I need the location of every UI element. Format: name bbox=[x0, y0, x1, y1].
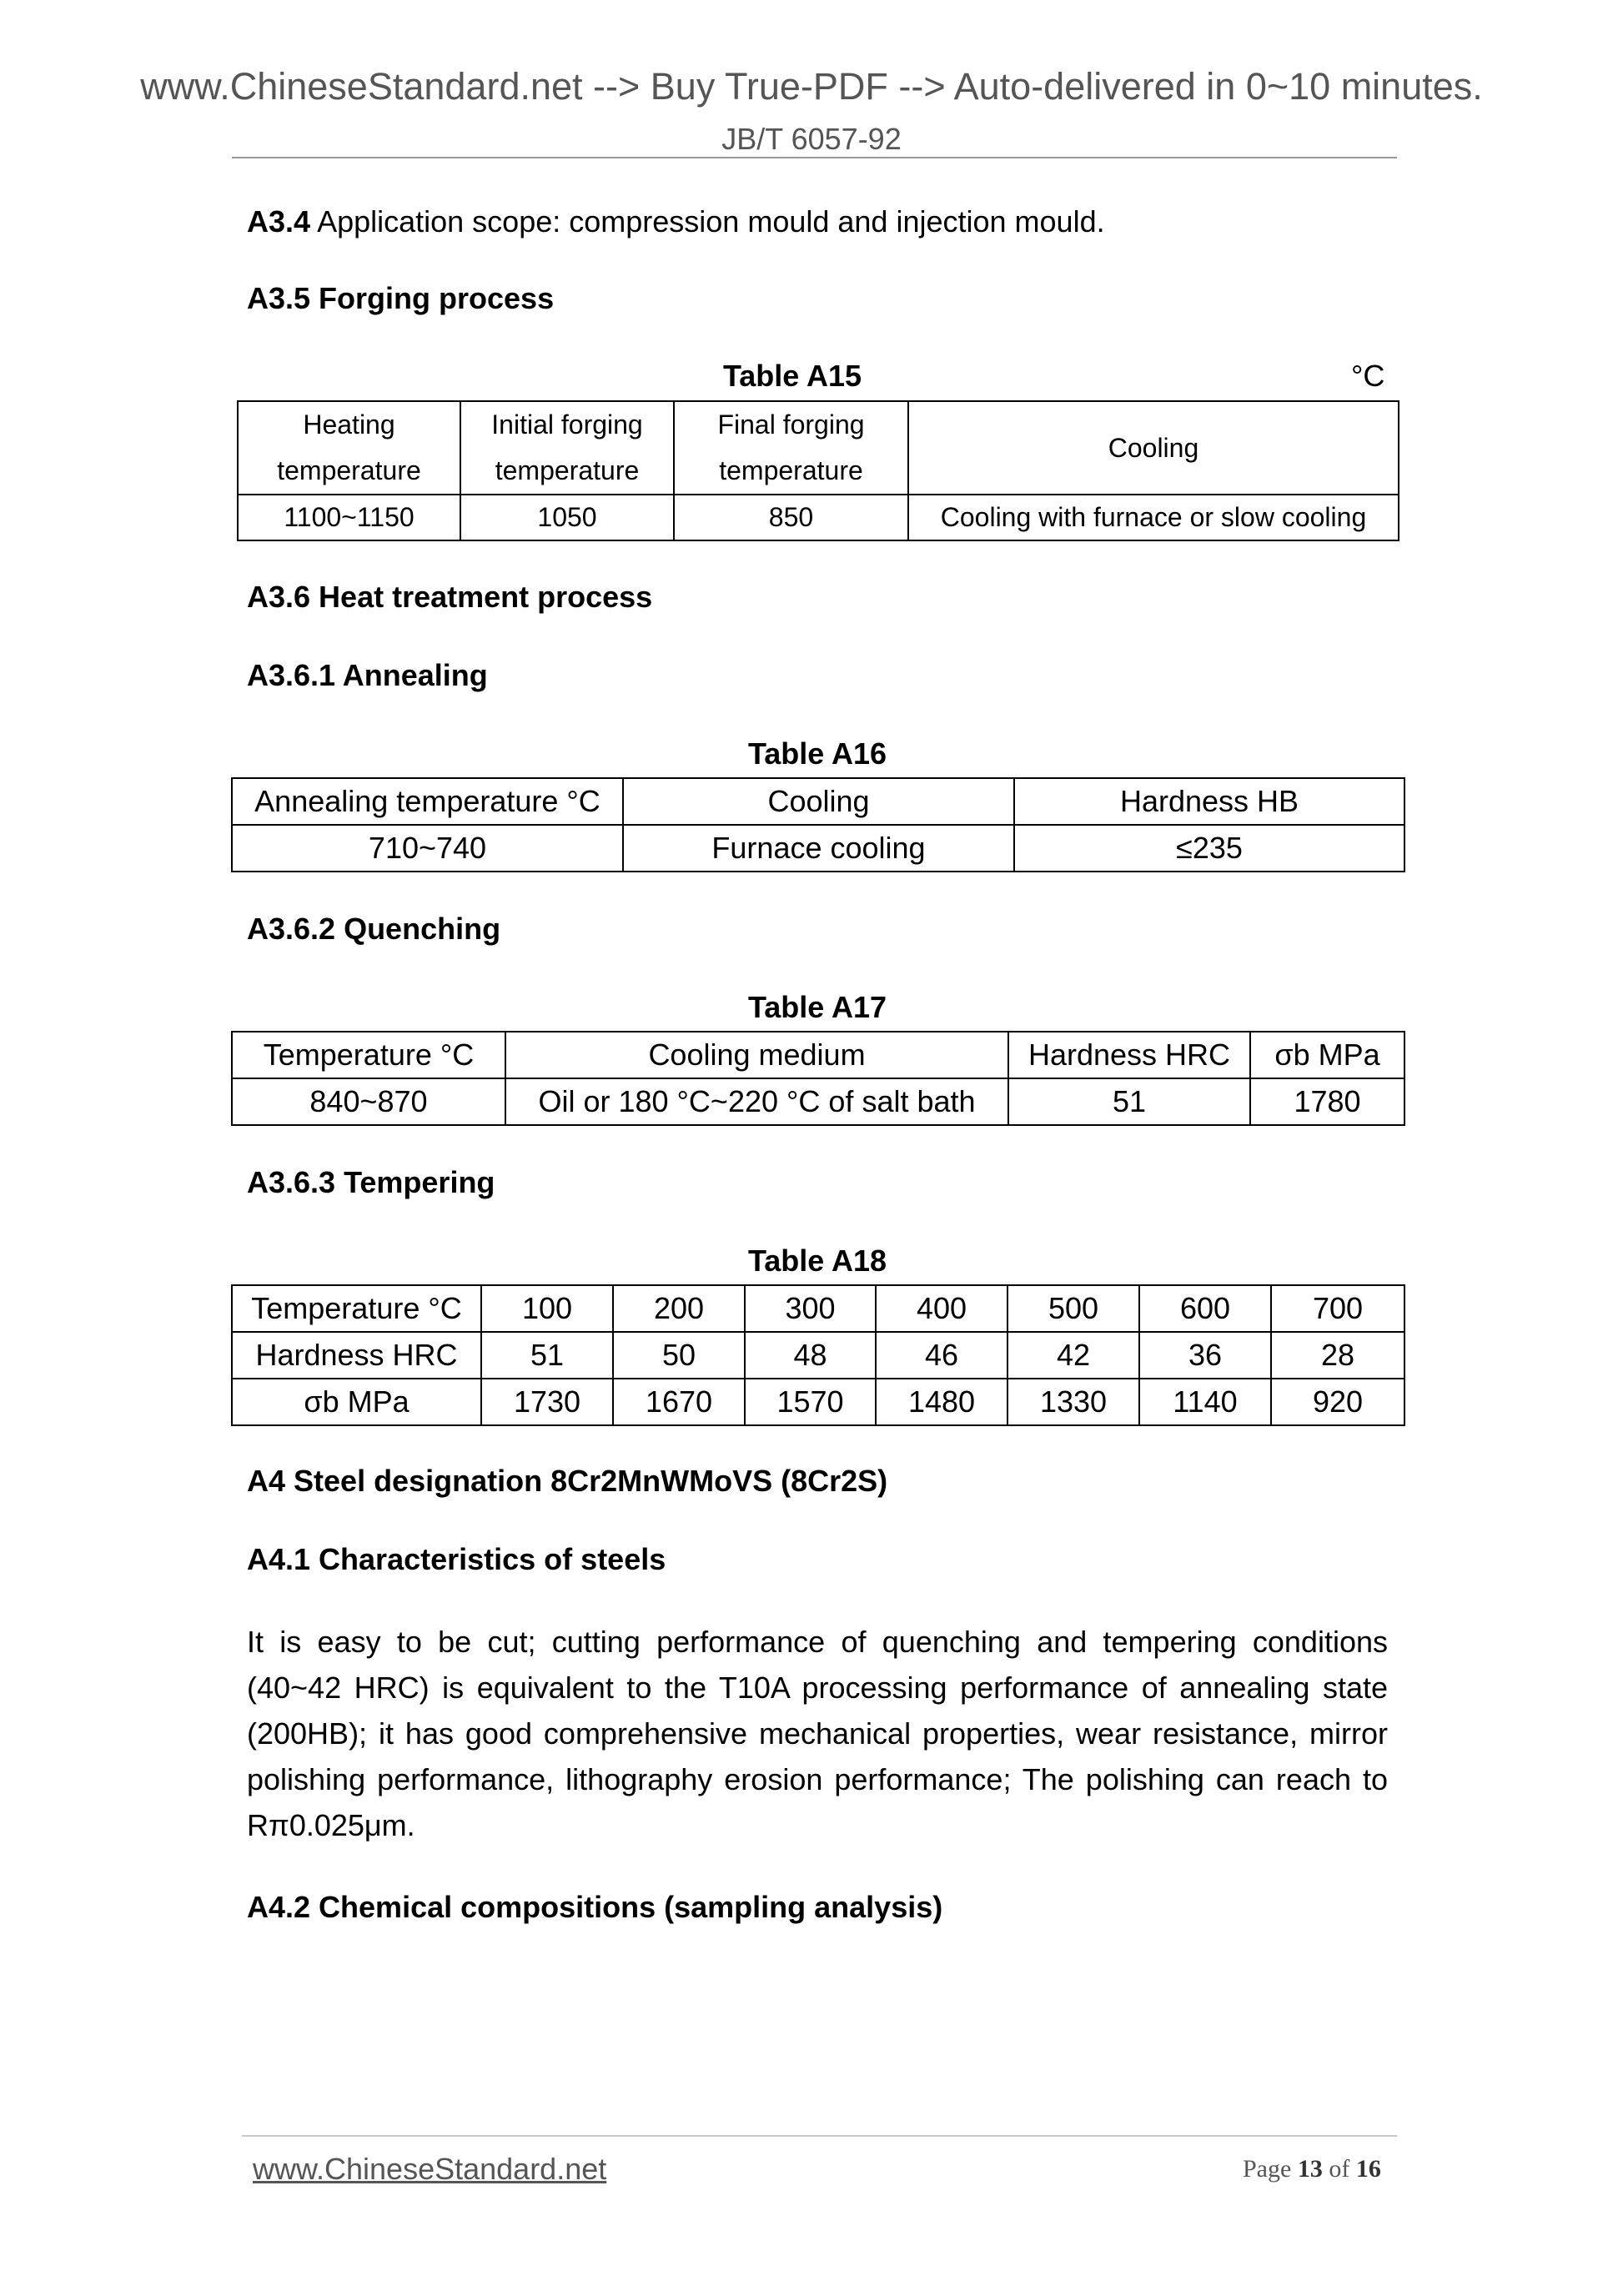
table-row bbox=[238, 495, 1399, 540]
page-current: 13 bbox=[1297, 2155, 1323, 2183]
section-a4-heading: A4 Steel designation 8Cr2MnWMoVS (8Cr2S) bbox=[247, 1464, 888, 1498]
table-cell: 1570 bbox=[745, 1379, 876, 1425]
table-cell: 48 bbox=[745, 1332, 876, 1379]
table-cell: σb MPa bbox=[232, 1379, 481, 1425]
table-cell: 840~870 bbox=[232, 1078, 505, 1125]
section-a34 bbox=[247, 203, 1105, 240]
table-a16 bbox=[231, 777, 1405, 872]
table-cell: 1330 bbox=[1007, 1379, 1139, 1425]
table-a17-title: Table A17 bbox=[747, 990, 887, 1024]
table-a17 bbox=[231, 1031, 1405, 1126]
section-a363-heading: A3.6.3 Tempering bbox=[247, 1165, 495, 1199]
table-row bbox=[232, 1379, 1404, 1425]
table-a15-header-cooling: Cooling bbox=[908, 401, 1399, 495]
footer-divider bbox=[242, 2135, 1397, 2137]
table-header-cell: Temperature °C bbox=[232, 1032, 505, 1078]
table-cell: 710~740 bbox=[232, 825, 623, 872]
table-row bbox=[232, 1332, 1404, 1379]
section-a41-heading: A4.1 Characteristics of steels bbox=[247, 1542, 666, 1576]
table-row bbox=[232, 1078, 1404, 1125]
table-cell: 200 bbox=[613, 1285, 745, 1332]
footer-site-link[interactable]: www.ChineseStandard.net bbox=[253, 2152, 607, 2186]
page-number: Page 13 of 16 bbox=[1243, 2155, 1381, 2183]
table-header-cell: σb MPa bbox=[1250, 1032, 1404, 1078]
table-cell: 42 bbox=[1007, 1332, 1139, 1379]
table-header-cell: Hardness HB bbox=[1014, 778, 1404, 825]
table-a15-header-initial: Initial forging temperature bbox=[460, 401, 674, 495]
table-a18 bbox=[231, 1284, 1405, 1426]
table-a15-header-heating: Heating temperature bbox=[238, 401, 460, 495]
table-a15 bbox=[237, 400, 1399, 541]
section-a361-heading: A3.6.1 Annealing bbox=[247, 658, 488, 692]
table-row bbox=[232, 825, 1404, 872]
section-a35-heading: A3.5 Forging process bbox=[247, 281, 555, 315]
table-cell: 600 bbox=[1139, 1285, 1271, 1332]
table-row bbox=[238, 401, 1399, 495]
table-cell: 100 bbox=[481, 1285, 613, 1332]
page-total: 16 bbox=[1355, 2155, 1381, 2183]
table-cell: Temperature °C bbox=[232, 1285, 481, 1332]
table-row bbox=[232, 1285, 1404, 1332]
table-cell: 36 bbox=[1139, 1332, 1271, 1379]
table-cell: 46 bbox=[876, 1332, 1007, 1379]
table-cell: 51 bbox=[481, 1332, 613, 1379]
table-cell: 1730 bbox=[481, 1379, 613, 1425]
table-a15-header-final: Final forging temperature bbox=[674, 401, 908, 495]
table-a15-unit: °C bbox=[1351, 359, 1385, 393]
table-cell: 920 bbox=[1271, 1379, 1404, 1425]
table-row bbox=[232, 778, 1404, 825]
header-banner: www.ChineseStandard.net --> Buy True-PDF --> Auto-delivered in 0~10 minutes. bbox=[140, 65, 1483, 108]
table-header-cell: Cooling medium bbox=[505, 1032, 1008, 1078]
table-cell: 700 bbox=[1271, 1285, 1404, 1332]
table-a18-title: Table A18 bbox=[747, 1243, 887, 1278]
table-cell: Furnace cooling bbox=[623, 825, 1014, 872]
table-cell: 1670 bbox=[613, 1379, 745, 1425]
table-cell: Oil or 180 °C~220 °C of salt bath bbox=[505, 1078, 1008, 1125]
table-row bbox=[232, 1032, 1404, 1078]
standard-code: JB/T 6057-92 bbox=[721, 122, 902, 156]
table-cell: 1050 bbox=[460, 495, 674, 540]
table-header-cell: Hardness HRC bbox=[1008, 1032, 1250, 1078]
table-cell: 28 bbox=[1271, 1332, 1404, 1379]
section-a34-number: A3.4 bbox=[247, 204, 311, 239]
table-cell: 400 bbox=[876, 1285, 1007, 1332]
header-divider bbox=[232, 157, 1397, 158]
table-cell: 850 bbox=[674, 495, 908, 540]
table-cell: Cooling with furnace or slow cooling bbox=[908, 495, 1399, 540]
table-a16-title: Table A16 bbox=[747, 736, 887, 771]
table-cell: 500 bbox=[1007, 1285, 1139, 1332]
table-cell: 1480 bbox=[876, 1379, 1007, 1425]
section-a34-text: Application scope: compression mould and injection mould. bbox=[310, 204, 1105, 239]
table-header-cell: Cooling bbox=[623, 778, 1014, 825]
table-cell: 300 bbox=[745, 1285, 876, 1332]
section-a36-heading: A3.6 Heat treatment process bbox=[247, 580, 653, 614]
table-a15-title: Table A15 bbox=[722, 359, 862, 393]
table-cell: Hardness HRC bbox=[232, 1332, 481, 1379]
section-a42-heading: A4.2 Chemical compositions (sampling analysis) bbox=[247, 1890, 943, 1924]
a41-body-paragraph: It is easy to be cut; cutting performance of quenching and tempering conditions (40~42 HRC) is equivalent to the T10A processing performance of annealing state (200HB); it has good comprehensive mechanical properties, wear resistance, mirror polishing performance, lithography erosion performance; The polishing can reach to Rπ0.025μm. bbox=[247, 1625, 1388, 1842]
table-cell: 51 bbox=[1008, 1078, 1250, 1125]
table-header-cell: Annealing temperature °C bbox=[232, 778, 623, 825]
table-cell: ≤235 bbox=[1014, 825, 1404, 872]
table-cell: 1780 bbox=[1250, 1078, 1404, 1125]
section-a362-heading: A3.6.2 Quenching bbox=[247, 912, 501, 946]
table-cell: 50 bbox=[613, 1332, 745, 1379]
table-cell: 1140 bbox=[1139, 1379, 1271, 1425]
table-cell: 1100~1150 bbox=[238, 495, 460, 540]
